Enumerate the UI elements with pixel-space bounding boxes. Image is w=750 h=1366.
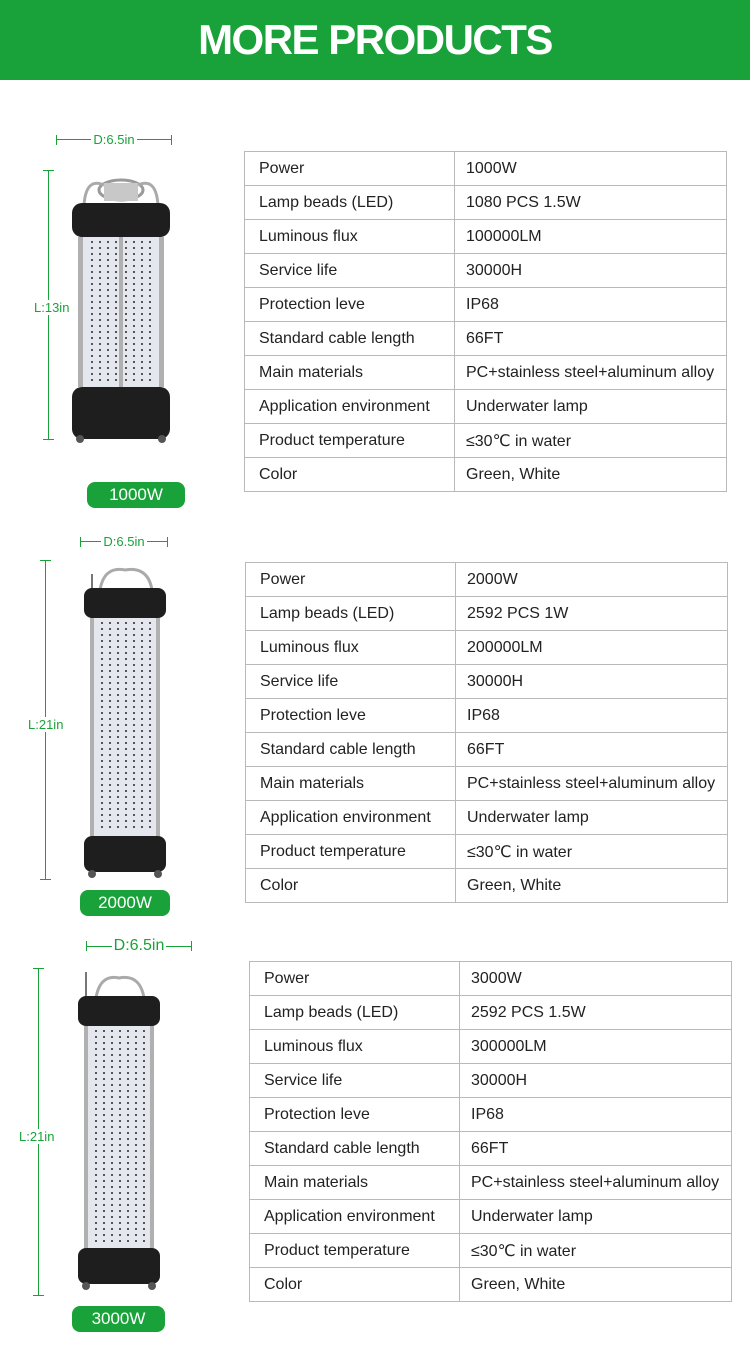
table-row bbox=[246, 597, 728, 631]
spec-label: Lamp beads (LED) bbox=[250, 996, 460, 1030]
table-row bbox=[250, 1200, 732, 1234]
spec-value: 30000H bbox=[456, 665, 728, 699]
table-row bbox=[245, 186, 727, 220]
table-row bbox=[250, 1098, 732, 1132]
spec-value: 30000H bbox=[455, 254, 727, 288]
diameter-dimension bbox=[80, 534, 168, 549]
lamp-image bbox=[74, 968, 164, 1294]
table-row bbox=[245, 356, 727, 390]
spec-value: ≤30℃ in water bbox=[455, 424, 727, 458]
spec-label: Power bbox=[246, 563, 456, 597]
spec-value: 100000LM bbox=[455, 220, 727, 254]
table-row bbox=[250, 1234, 732, 1268]
spec-label: Protection leve bbox=[246, 699, 456, 733]
spec-table bbox=[245, 562, 728, 903]
table-row bbox=[245, 152, 727, 186]
spec-label: Lamp beads (LED) bbox=[246, 597, 456, 631]
watt-badge: 3000W bbox=[72, 1306, 165, 1332]
table-row bbox=[250, 962, 732, 996]
table-row bbox=[250, 996, 732, 1030]
table-row bbox=[246, 631, 728, 665]
spec-value: ≤30℃ in water bbox=[460, 1234, 732, 1268]
spec-value: PC+stainless steel+aluminum alloy bbox=[456, 767, 728, 801]
page-title: MORE PRODUCTS bbox=[198, 16, 552, 63]
spec-label: Service life bbox=[250, 1064, 460, 1098]
spec-label: Color bbox=[250, 1268, 460, 1302]
spec-label: Lamp beads (LED) bbox=[245, 186, 455, 220]
length-label: L:21in bbox=[28, 717, 64, 732]
diameter-label: D:6.5in bbox=[93, 132, 135, 147]
table-row bbox=[250, 1064, 732, 1098]
lamp-image bbox=[80, 560, 170, 882]
spec-value: 300000LM bbox=[460, 1030, 732, 1064]
spec-value: 66FT bbox=[456, 733, 728, 767]
spec-label: Color bbox=[246, 869, 456, 903]
spec-value: Green, White bbox=[456, 869, 728, 903]
spec-value: Underwater lamp bbox=[455, 390, 727, 424]
spec-label: Product temperature bbox=[245, 424, 455, 458]
lamp-image bbox=[66, 165, 176, 445]
watt-badge: 1000W bbox=[87, 482, 185, 508]
table-row bbox=[245, 288, 727, 322]
table-row bbox=[246, 835, 728, 869]
spec-label: Luminous flux bbox=[245, 220, 455, 254]
spec-value: IP68 bbox=[460, 1098, 732, 1132]
spec-label: Color bbox=[245, 458, 455, 492]
length-label: L:13in bbox=[34, 300, 70, 315]
spec-label: Power bbox=[245, 152, 455, 186]
spec-label: Service life bbox=[246, 665, 456, 699]
spec-label: Main materials bbox=[250, 1166, 460, 1200]
spec-value: 2000W bbox=[456, 563, 728, 597]
table-row bbox=[245, 424, 727, 458]
table-row bbox=[246, 767, 728, 801]
spec-label: Standard cable length bbox=[250, 1132, 460, 1166]
header-banner bbox=[0, 0, 750, 80]
spec-label: Protection leve bbox=[245, 288, 455, 322]
spec-label: Protection leve bbox=[250, 1098, 460, 1132]
table-row bbox=[246, 665, 728, 699]
spec-label: Application environment bbox=[246, 801, 456, 835]
table-row bbox=[245, 322, 727, 356]
spec-value: IP68 bbox=[455, 288, 727, 322]
spec-label: Product temperature bbox=[250, 1234, 460, 1268]
table-row bbox=[245, 254, 727, 288]
spec-label: Standard cable length bbox=[246, 733, 456, 767]
spec-value: PC+stainless steel+aluminum alloy bbox=[455, 356, 727, 390]
spec-table bbox=[244, 151, 727, 492]
table-row bbox=[246, 563, 728, 597]
spec-value: 1000W bbox=[455, 152, 727, 186]
spec-value: 66FT bbox=[460, 1132, 732, 1166]
table-row bbox=[250, 1132, 732, 1166]
table-row bbox=[246, 699, 728, 733]
spec-value: 2592 PCS 1.5W bbox=[460, 996, 732, 1030]
diameter-dimension bbox=[56, 132, 172, 147]
table-row bbox=[245, 390, 727, 424]
spec-label: Standard cable length bbox=[245, 322, 455, 356]
spec-label: Power bbox=[250, 962, 460, 996]
spec-value: 3000W bbox=[460, 962, 732, 996]
table-row bbox=[250, 1030, 732, 1064]
spec-value: 2592 PCS 1W bbox=[456, 597, 728, 631]
spec-value: 1080 PCS 1.5W bbox=[455, 186, 727, 220]
table-row bbox=[246, 869, 728, 903]
spec-value: ≤30℃ in water bbox=[456, 835, 728, 869]
table-row bbox=[246, 733, 728, 767]
spec-table bbox=[249, 961, 732, 1302]
spec-value: 66FT bbox=[455, 322, 727, 356]
spec-value: Green, White bbox=[455, 458, 727, 492]
spec-label: Main materials bbox=[246, 767, 456, 801]
watt-badge: 2000W bbox=[80, 890, 170, 916]
spec-value: Green, White bbox=[460, 1268, 732, 1302]
spec-value: 200000LM bbox=[456, 631, 728, 665]
table-row bbox=[245, 220, 727, 254]
spec-label: Product temperature bbox=[246, 835, 456, 869]
spec-value: 30000H bbox=[460, 1064, 732, 1098]
spec-label: Luminous flux bbox=[246, 631, 456, 665]
diameter-label: D:6.5in bbox=[103, 534, 145, 549]
table-row bbox=[250, 1268, 732, 1302]
spec-label: Application environment bbox=[250, 1200, 460, 1234]
table-row bbox=[250, 1166, 732, 1200]
spec-value: PC+stainless steel+aluminum alloy bbox=[460, 1166, 732, 1200]
table-row bbox=[246, 801, 728, 835]
spec-value: Underwater lamp bbox=[460, 1200, 732, 1234]
spec-value: IP68 bbox=[456, 699, 728, 733]
table-row bbox=[245, 458, 727, 492]
diameter-dimension bbox=[86, 937, 192, 955]
spec-label: Service life bbox=[245, 254, 455, 288]
spec-label: Application environment bbox=[245, 390, 455, 424]
spec-label: Main materials bbox=[245, 356, 455, 390]
spec-label: Luminous flux bbox=[250, 1030, 460, 1064]
spec-value: Underwater lamp bbox=[456, 801, 728, 835]
length-label: L:21in bbox=[19, 1129, 55, 1144]
diameter-label: D:6.5in bbox=[113, 937, 165, 954]
